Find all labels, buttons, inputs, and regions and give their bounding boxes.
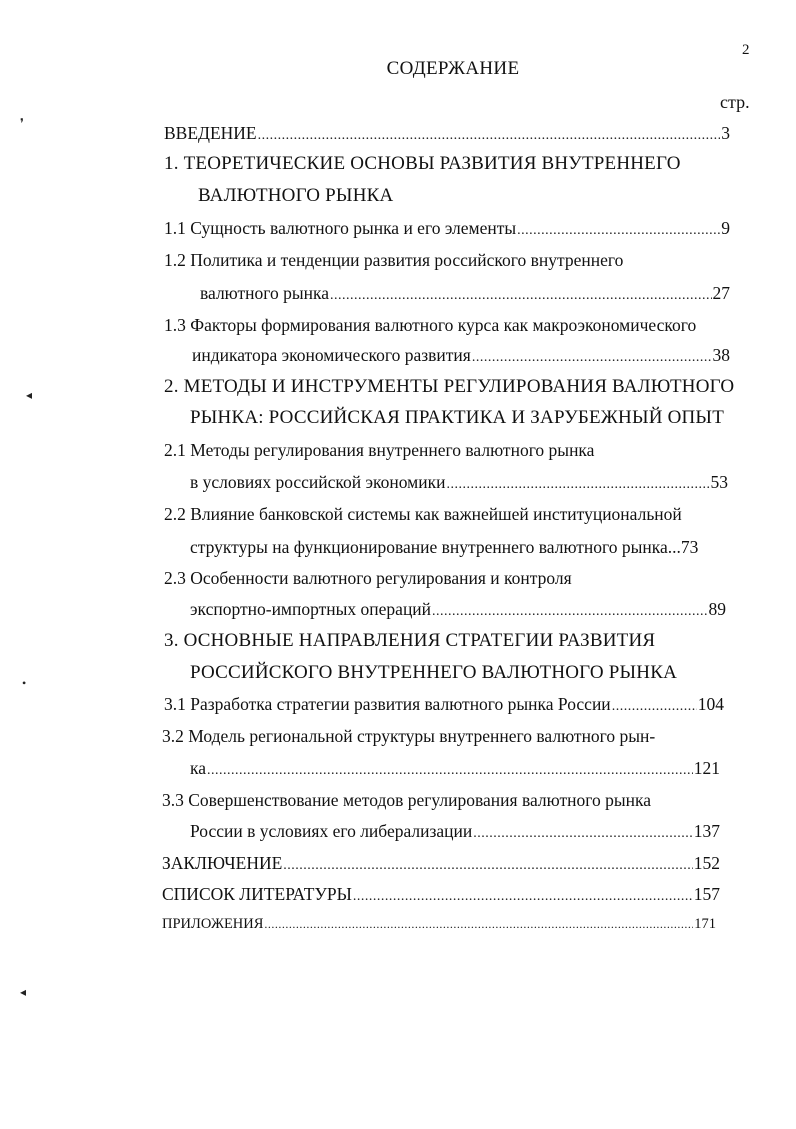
- scan-speck: ◂: [20, 985, 27, 999]
- toc-leader: [264, 917, 693, 932]
- toc-leader: [330, 288, 711, 304]
- toc-leader: [446, 477, 709, 493]
- toc-entry-appendices[interactable]: [162, 916, 716, 940]
- toc-entry-page: 137: [693, 821, 720, 841]
- toc-entry-page: 157: [693, 884, 720, 904]
- toc-entry-3-2-line2[interactable]: [190, 758, 720, 782]
- toc-entry-page: 89: [708, 599, 726, 619]
- toc-entry-text: экспортно-импортных операций: [190, 599, 432, 619]
- toc-entry-intro[interactable]: [164, 123, 730, 147]
- scan-speck: •: [22, 676, 27, 690]
- toc-entry-page: 121: [693, 758, 720, 778]
- toc-entry-2-3-line2[interactable]: [190, 599, 726, 623]
- toc-entry-page: 53: [710, 472, 728, 492]
- toc-entry-1-3-line2[interactable]: [192, 345, 730, 369]
- toc-entry-2-1-line2[interactable]: [190, 472, 728, 496]
- toc-entry-text: 3.1 Разработка стратегии развития валютного рынка России: [164, 694, 611, 714]
- toc-chapter-2-line1[interactable]: 2. МЕТОДЫ И ИНСТРУМЕНТЫ РЕГУЛИРОВАНИЯ ВАЛЮТНОГО: [164, 376, 735, 397]
- toc-entry-text: 1.1 Сущность валютного рынка и его элементы: [164, 218, 517, 238]
- toc-entry-conclusion[interactable]: [162, 853, 720, 877]
- toc-chapter-3-line1[interactable]: 3. ОСНОВНЫЕ НАПРАВЛЕНИЯ СТРАТЕГИИ РАЗВИТИЯ: [164, 630, 656, 651]
- toc-entry-page: 171: [694, 916, 716, 932]
- toc-entry-text: ка: [190, 758, 207, 778]
- toc-entry-1-2-line1[interactable]: 1.2 Политика и тенденции развития российского внутреннего: [164, 250, 624, 270]
- toc-entry-references[interactable]: [162, 884, 720, 908]
- toc-entry-text: в условиях российской экономики: [190, 472, 446, 492]
- toc-leader: [432, 604, 707, 620]
- toc-chapter-1-line2[interactable]: ВАЛЮТНОГО РЫНКА: [198, 185, 394, 206]
- toc-entry-text: ПРИЛОЖЕНИЯ: [162, 916, 264, 932]
- toc-entry-1-1[interactable]: [164, 218, 730, 242]
- toc-entry-text: индикатора экономического развития: [192, 345, 471, 365]
- toc-entry-page: 152: [693, 853, 720, 873]
- toc-entry-2-2-line2[interactable]: структуры на функционирование внутреннего валютного рынка...73: [190, 537, 699, 557]
- scan-speck: ◂: [26, 388, 33, 402]
- toc-entry-text: ЗАКЛЮЧЕНИЕ: [162, 853, 283, 873]
- toc-entry-page: 38: [712, 345, 730, 365]
- toc-entry-text: ВВЕДЕНИЕ: [164, 123, 257, 143]
- toc-leader: [473, 826, 692, 842]
- toc-entry-3-3-line2[interactable]: [190, 821, 720, 845]
- toc-entry-page: 9: [721, 218, 730, 238]
- toc-entry-2-1-line1[interactable]: 2.1 Методы регулирования внутреннего валютного рынка: [164, 440, 595, 460]
- toc-entry-2-3-line1[interactable]: 2.3 Особенности валютного регулирования и контроля: [164, 568, 572, 588]
- toc-chapter-1-line1[interactable]: 1. ТЕОРЕТИЧЕСКИЕ ОСНОВЫ РАЗВИТИЯ ВНУТРЕННЕГО: [164, 153, 681, 174]
- toc-entry-page: 104: [697, 694, 724, 714]
- toc-entry-3-2-line1[interactable]: 3.2 Модель региональной структуры внутреннего валютного рын-: [162, 726, 656, 746]
- toc-title: СОДЕРЖАНИЕ: [386, 58, 520, 79]
- toc-entry-1-3-line1[interactable]: 1.3 Факторы формирования валютного курса как макроэкономического: [164, 315, 697, 335]
- toc-entry-3-1[interactable]: [164, 694, 724, 718]
- toc-leader: [207, 763, 693, 779]
- toc-leader: [472, 350, 712, 366]
- page-column-label: стр.: [720, 92, 750, 112]
- toc-entry-3-3-line1[interactable]: 3.3 Совершенствование методов регулирования валютного рынка: [162, 790, 652, 810]
- toc-entry-text: СПИСОК ЛИТЕРАТУРЫ: [162, 884, 352, 904]
- toc-entry-1-2-line2[interactable]: [200, 283, 730, 307]
- toc-leader: [258, 128, 721, 144]
- scan-speck: ❜: [20, 116, 24, 130]
- toc-entry-text: России в условиях его либерализации: [190, 821, 473, 841]
- toc-entry-page: 27: [712, 283, 730, 303]
- toc-leader: [283, 858, 692, 874]
- toc-leader: [353, 889, 693, 905]
- toc-leader: [612, 699, 697, 715]
- toc-entry-text: валютного рынка: [200, 283, 330, 303]
- page-number: 2: [742, 42, 750, 58]
- toc-entry-2-2-line1[interactable]: 2.2 Влияние банковской системы как важнейшей институциональной: [164, 504, 682, 524]
- toc-leader: [517, 223, 720, 239]
- toc-entry-page: 3: [721, 123, 730, 143]
- toc-chapter-2-line2[interactable]: РЫНКА: РОССИЙСКАЯ ПРАКТИКА И ЗАРУБЕЖНЫЙ ОПЫТ: [190, 407, 725, 428]
- toc-chapter-3-line2[interactable]: РОССИЙСКОГО ВНУТРЕННЕГО ВАЛЮТНОГО РЫНКА: [190, 662, 677, 683]
